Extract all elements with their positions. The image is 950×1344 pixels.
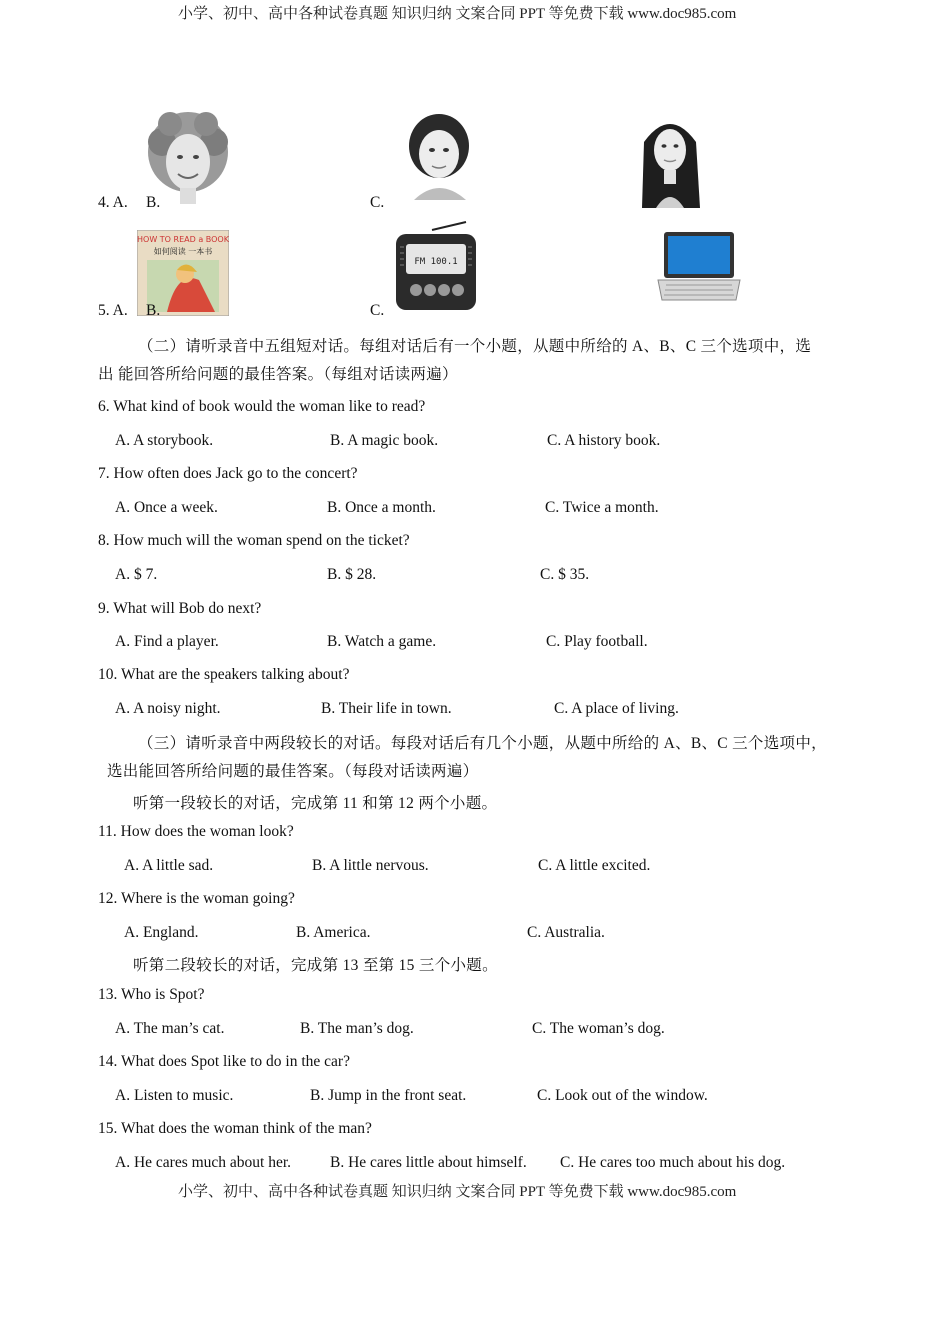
q4-option-b: B. xyxy=(146,194,161,211)
question-15: 15. What does the woman think of the man? xyxy=(98,1120,372,1137)
q7-option-a: A. Once a week. xyxy=(115,499,218,516)
section3-instruction-line2: 选出能回答所给问题的最佳答案。（每段对话读两遍） xyxy=(107,763,479,780)
q14-option-a: A. Listen to music. xyxy=(115,1087,234,1104)
q5-option-b: B. xyxy=(146,302,161,319)
q8-option-c: C. $ 35. xyxy=(540,566,590,583)
section3-part2-note: 听第二段较长的对话，完成第 13 至第 15 三个小题。 xyxy=(133,957,498,974)
picture-laptop xyxy=(656,230,742,304)
question-14: 14. What does Spot like to do in the car? xyxy=(98,1053,350,1070)
question-10: 10. What are the speakers talking about? xyxy=(98,666,350,683)
q13-option-a: A. The man’s cat. xyxy=(115,1020,225,1037)
question-11: 11. How does the woman look? xyxy=(98,823,294,840)
q10-option-a: A. A noisy night. xyxy=(115,700,221,717)
q11-option-c: C. A little excited. xyxy=(538,857,651,874)
picture-long-hair-woman xyxy=(634,112,706,208)
q6-option-b: B. A magic book. xyxy=(330,432,439,449)
page-footer: 小学、初中、高中各种试卷真题 知识归纳 文案合同 PPT 等免费下载 www.doc985.com xyxy=(178,1184,737,1200)
q13-option-c: C. The woman’s dog. xyxy=(532,1020,665,1037)
section3-instruction-line1: （三）请听录音中两段较长的对话。每段对话后有几个小题，从题中所给的 A、B、C 三个选项中， xyxy=(138,735,827,752)
q8-option-b: B. $ 28. xyxy=(327,566,377,583)
q4-option-c: C. xyxy=(370,194,385,211)
q15-option-a: A. He cares much about her. xyxy=(115,1154,292,1171)
q10-option-b: B. Their life in town. xyxy=(321,700,452,717)
question-6: 6. What kind of book would the woman like to read? xyxy=(98,398,426,415)
q11-option-a: A. A little sad. xyxy=(124,857,214,874)
q14-option-b: B. Jump in the front seat. xyxy=(310,1087,467,1104)
q5-option-c: C. xyxy=(370,302,385,319)
question-8: 8. How much will the woman spend on the ticket? xyxy=(98,532,410,549)
q7-option-b: B. Once a month. xyxy=(327,499,436,516)
q15-option-c: C. He cares too much about his dog. xyxy=(560,1154,786,1171)
q11-option-b: B. A little nervous. xyxy=(312,857,429,874)
question-9: 9. What will Bob do next? xyxy=(98,600,262,617)
q15-option-b: B. He cares little about himself. xyxy=(330,1154,527,1171)
picture-curly-hair-woman xyxy=(140,112,236,204)
q9-option-c: C. Play football. xyxy=(546,633,648,650)
radio-frequency-display: FM 100.1 xyxy=(414,257,458,267)
book-chinese-title: 如何阅读 一本书 xyxy=(153,247,213,256)
q6-option-a: A. A storybook. xyxy=(115,432,214,449)
q12-option-b: B. America. xyxy=(296,924,371,941)
q9-option-b: B. Watch a game. xyxy=(327,633,437,650)
q10-option-c: C. A place of living. xyxy=(554,700,679,717)
q13-option-b: B. The man’s dog. xyxy=(300,1020,414,1037)
q6-option-c: C. A history book. xyxy=(547,432,661,449)
picture-short-hair-woman xyxy=(404,112,474,200)
page-header: 小学、初中、高中各种试卷真题 知识归纳 文案合同 PPT 等免费下载 www.doc985.com xyxy=(178,6,737,22)
question-12: 12. Where is the woman going? xyxy=(98,890,295,907)
q9-option-a: A. Find a player. xyxy=(115,633,219,650)
q12-option-a: A. England. xyxy=(124,924,199,941)
q12-option-c: C. Australia. xyxy=(527,924,605,941)
question-7: 7. How often does Jack go to the concert? xyxy=(98,465,358,482)
book-title-text: HOW TO READ a BOOK xyxy=(137,235,229,244)
q5-number-a: 5. A. xyxy=(98,302,128,319)
picture-radio xyxy=(392,220,480,312)
section2-instruction-line2: 出 能回答所给问题的最佳答案。（每组对话读两遍） xyxy=(98,366,458,383)
question-13: 13. Who is Spot? xyxy=(98,986,205,1003)
section2-instruction-line1: （二）请听录音中五组短对话。每组对话后有一个小题，从题中所给的 A、B、C 三个选项中，选 xyxy=(138,338,812,355)
section3-part1-note: 听第一段较长的对话，完成第 11 和第 12 两个小题。 xyxy=(133,795,498,812)
q4-number-a: 4. A. xyxy=(98,194,128,211)
q14-option-c: C. Look out of the window. xyxy=(537,1087,708,1104)
q8-option-a: A. $ 7. xyxy=(115,566,158,583)
q7-option-c: C. Twice a month. xyxy=(545,499,659,516)
